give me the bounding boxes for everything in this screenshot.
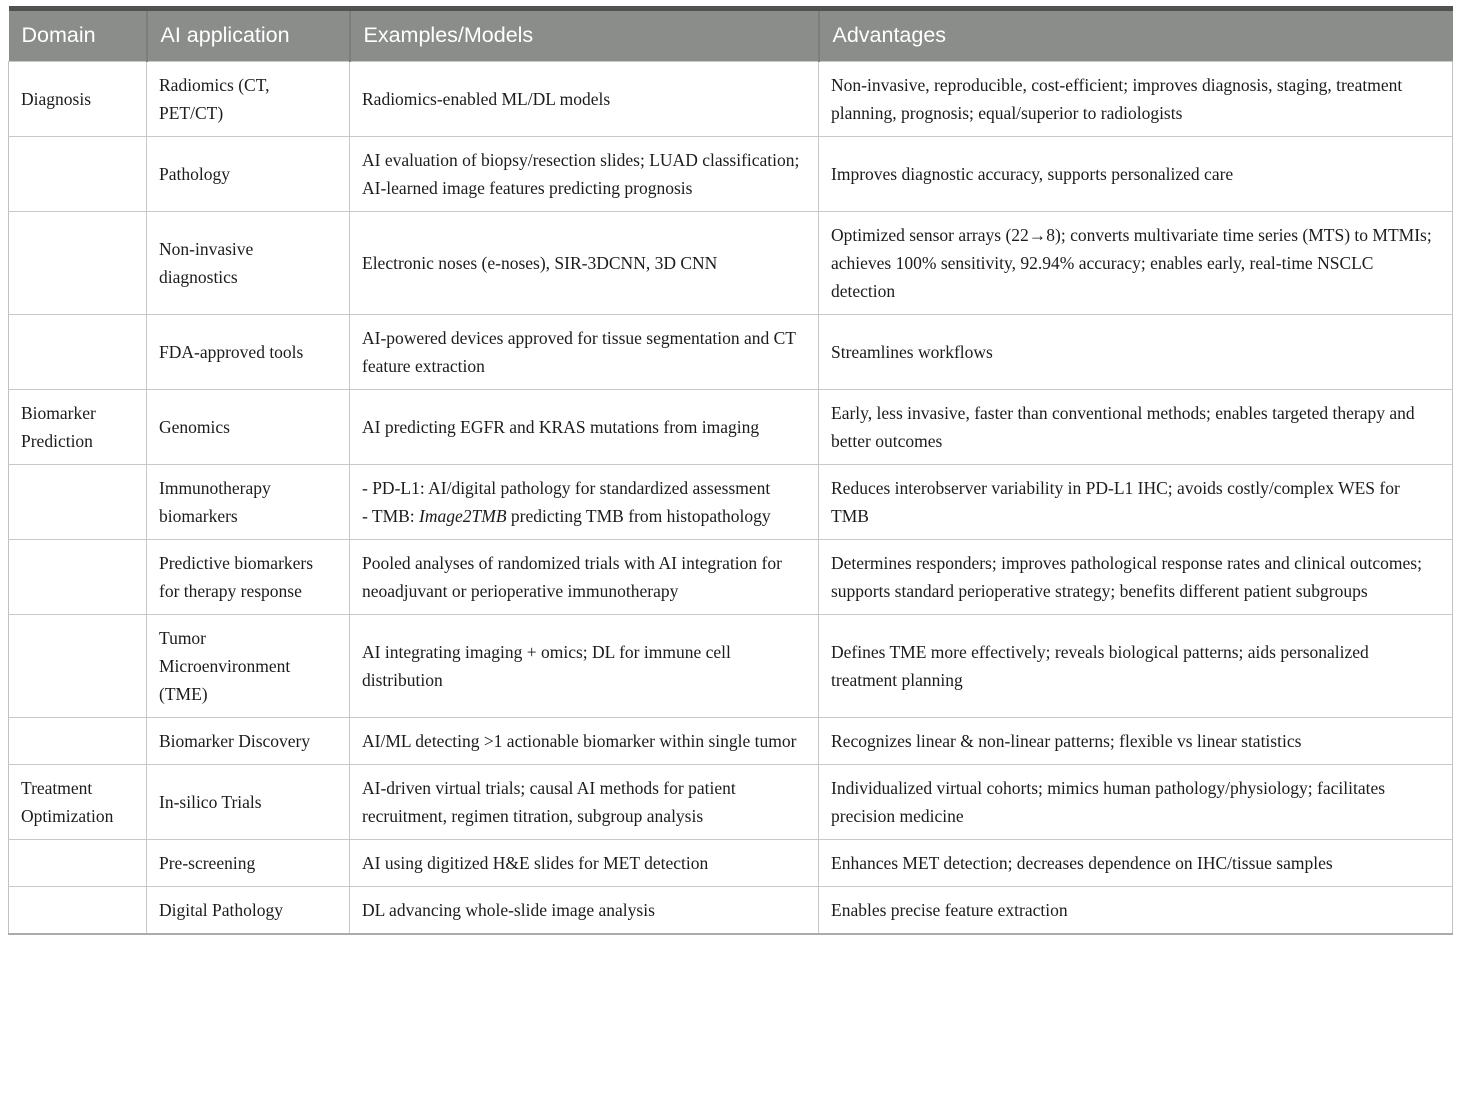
column-header-ai-application: AI application: [147, 9, 350, 62]
column-header-domain: Domain: [9, 9, 147, 62]
cell-domain: [9, 615, 147, 718]
cell-domain: Treatment Optimization: [9, 765, 147, 840]
cell-domain: Biomarker Prediction: [9, 390, 147, 465]
cell-domain: [9, 212, 147, 315]
table-row: [9, 887, 1453, 935]
cell-advantages: Enhances MET detection; decreases dependence on IHC/tissue samples: [819, 840, 1453, 887]
cell-examples: Radiomics-enabled ML/DL models: [350, 62, 819, 137]
table-header: [9, 9, 1453, 62]
cell-application: Biomarker Discovery: [147, 718, 350, 765]
table-row: [9, 390, 1453, 465]
header-row: [9, 9, 1453, 62]
table-row: [9, 765, 1453, 840]
cell-application: Immunotherapy biomarkers: [147, 465, 350, 540]
cell-application: Non-invasive diagnostics: [147, 212, 350, 315]
cell-application: Tumor Microenvironment (TME): [147, 615, 350, 718]
cell-application: Pathology: [147, 137, 350, 212]
cell-domain: [9, 718, 147, 765]
table-row: [9, 212, 1453, 315]
cell-advantages: Non-invasive, reproducible, cost-efficient; improves diagnosis, staging, treatment planning, prognosis; equal/superior to radiologists: [819, 62, 1453, 137]
cell-domain: [9, 137, 147, 212]
table-row: [9, 840, 1453, 887]
cell-application: Pre-screening: [147, 840, 350, 887]
cell-advantages: Early, less invasive, faster than conventional methods; enables targeted therapy and better outcomes: [819, 390, 1453, 465]
cell-examples: AI using digitized H&E slides for MET detection: [350, 840, 819, 887]
cell-application: In-silico Trials: [147, 765, 350, 840]
cell-domain: [9, 465, 147, 540]
table-row: [9, 137, 1453, 212]
cell-advantages: Optimized sensor arrays (22→8); converts multivariate time series (MTS) to MTMIs; achieves 100% sensitivity, 92.94% accuracy; enables early, real-time NSCLC detection: [819, 212, 1453, 315]
cell-application: FDA-approved tools: [147, 315, 350, 390]
cell-examples: AI predicting EGFR and KRAS mutations from imaging: [350, 390, 819, 465]
column-header-examples-models: Examples/Models: [350, 9, 819, 62]
cell-examples: AI-driven virtual trials; causal AI methods for patient recruitment, regimen titration, subgroup analysis: [350, 765, 819, 840]
table-row: [9, 62, 1453, 137]
cell-examples: Pooled analyses of randomized trials with AI integration for neoadjuvant or perioperative immunotherapy: [350, 540, 819, 615]
column-header-advantages: Advantages: [819, 9, 1453, 62]
cell-advantages: Recognizes linear & non-linear patterns; flexible vs linear statistics: [819, 718, 1453, 765]
cell-application: Genomics: [147, 390, 350, 465]
cell-advantages: Improves diagnostic accuracy, supports personalized care: [819, 137, 1453, 212]
cell-domain: Diagnosis: [9, 62, 147, 137]
cell-domain: [9, 840, 147, 887]
cell-advantages: Streamlines workflows: [819, 315, 1453, 390]
cell-domain: [9, 887, 147, 935]
table-row: [9, 615, 1453, 718]
table-body: [9, 62, 1453, 935]
cell-application: Predictive biomarkers for therapy response: [147, 540, 350, 615]
cell-examples: AI/ML detecting >1 actionable biomarker within single tumor: [350, 718, 819, 765]
cell-advantages: Enables precise feature extraction: [819, 887, 1453, 935]
cell-examples: Electronic noses (e-noses), SIR-3DCNN, 3D CNN: [350, 212, 819, 315]
table-row: [9, 540, 1453, 615]
cell-domain: [9, 315, 147, 390]
cell-advantages: Individualized virtual cohorts; mimics human pathology/physiology; facilitates precision medicine: [819, 765, 1453, 840]
cell-domain: [9, 540, 147, 615]
cell-examples: - PD-L1: AI/digital pathology for standardized assessment - TMB: Image2TMB predicting TMB from histopathology: [350, 465, 819, 540]
cell-advantages: Defines TME more effectively; reveals biological patterns; aids personalized treatment planning: [819, 615, 1453, 718]
cell-advantages: Reduces interobserver variability in PD-L1 IHC; avoids costly/complex WES for TMB: [819, 465, 1453, 540]
cell-application: Digital Pathology: [147, 887, 350, 935]
cell-examples: AI-powered devices approved for tissue segmentation and CT feature extraction: [350, 315, 819, 390]
cell-examples: AI evaluation of biopsy/resection slides; LUAD classification; AI-learned image features predicting prognosis: [350, 137, 819, 212]
table-row: [9, 718, 1453, 765]
table-row: [9, 315, 1453, 390]
table-row: [9, 465, 1453, 540]
cell-examples: DL advancing whole-slide image analysis: [350, 887, 819, 935]
ai-applications-table: [8, 6, 1453, 935]
cell-advantages: Determines responders; improves pathological response rates and clinical outcomes; supports standard perioperative strategy; benefits different patient subgroups: [819, 540, 1453, 615]
cell-examples: AI integrating imaging + omics; DL for immune cell distribution: [350, 615, 819, 718]
cell-application: Radiomics (CT, PET/CT): [147, 62, 350, 137]
